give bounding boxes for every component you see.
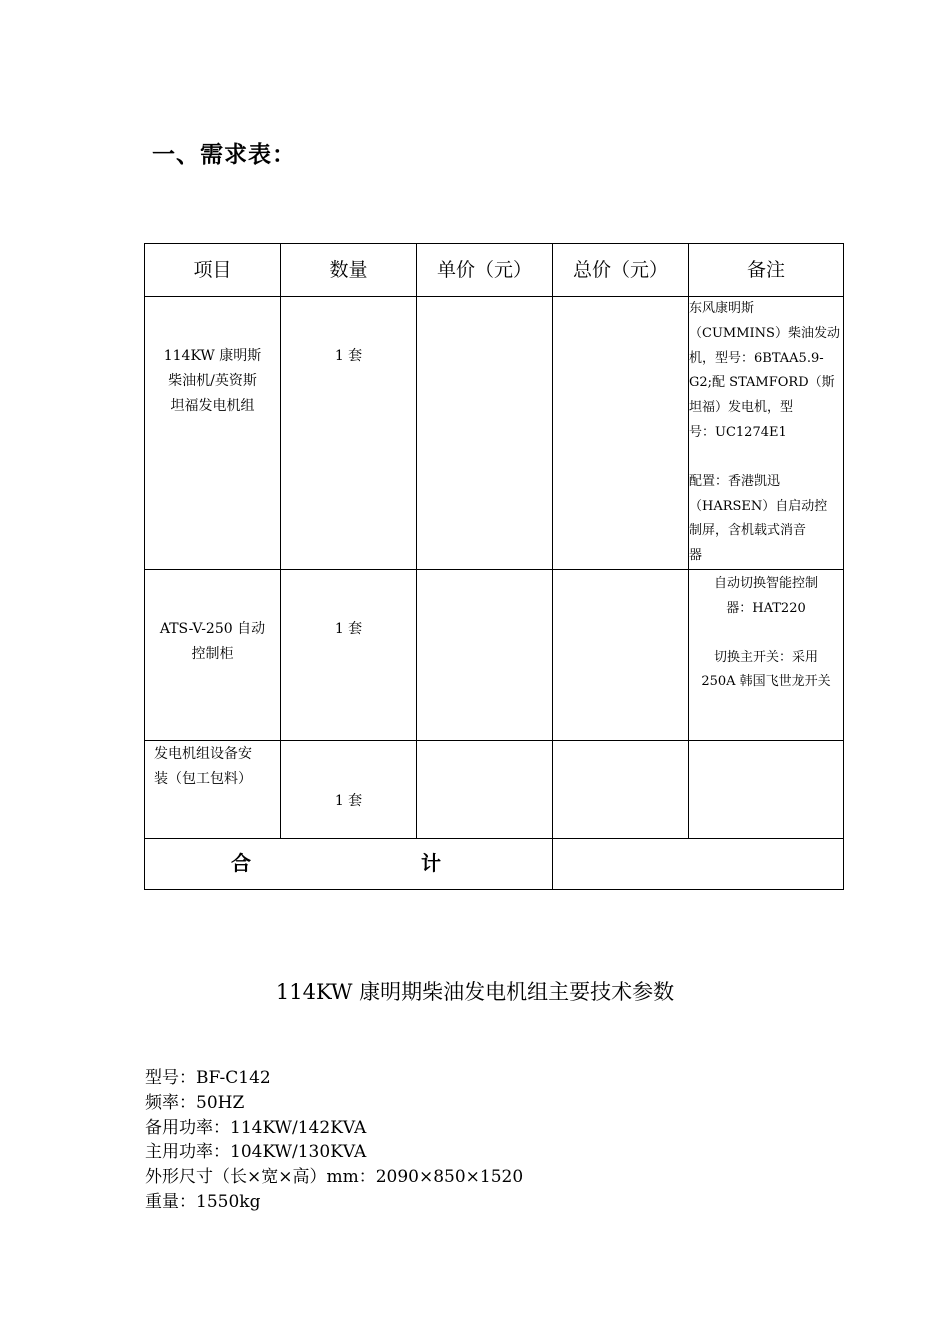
table-row	[145, 297, 844, 570]
note-line: 机，型号：6BTAA5.9-	[689, 350, 824, 366]
item-line: 柴油机/英资斯	[168, 373, 257, 389]
requirements-table	[144, 243, 844, 890]
remarks-cell	[689, 741, 844, 839]
qty-cell	[281, 570, 417, 741]
remarks-cell	[689, 570, 844, 741]
note-line: 东风康明斯	[689, 301, 755, 316]
table-row	[145, 741, 844, 839]
note-line: 自动切换智能控制	[713, 576, 818, 591]
table-row	[145, 570, 844, 741]
header-remarks: 备注	[689, 244, 844, 297]
spec-prime-power: 主用功率：104KW/130KVA	[145, 1142, 367, 1163]
table-header-row	[145, 244, 844, 297]
item-line: 坦福发电机组	[170, 398, 255, 414]
unit-price-cell	[417, 297, 553, 570]
note-line: G2;配 STAMFORD（斯	[689, 375, 835, 391]
header-quantity: 数量	[281, 244, 417, 297]
total-price-cell	[553, 741, 689, 839]
sum-label-left: 合	[231, 851, 251, 875]
qty-value: 1 套	[334, 348, 363, 364]
item-cell	[145, 741, 281, 839]
unit-price-cell	[417, 741, 553, 839]
spec-dimensions: 外形尺寸（长×宽×高）mm：2090×850×1520	[145, 1167, 524, 1188]
spec-standby-power: 备用功率：114KW/142KVA	[145, 1117, 367, 1138]
note-line: 250A 韩国飞世龙开关	[701, 674, 831, 690]
qty-value: 1 套	[334, 793, 363, 809]
item-line: 发电机组设备安	[154, 746, 252, 762]
spec-frequency: 频率：50HZ	[145, 1092, 245, 1113]
item-line: 装（包工包料）	[154, 771, 252, 787]
sum-label-cell	[145, 839, 553, 890]
unit-price-cell	[417, 570, 553, 741]
item-line: 114KW 康明斯	[163, 348, 262, 364]
total-price-cell	[553, 297, 689, 570]
spec-title: 114KW 康明期柴油发电机组主要技术参数	[275, 980, 675, 1004]
item-line: ATS-V-250 自动	[159, 621, 266, 637]
item-cell	[145, 570, 281, 741]
total-price-cell	[553, 570, 689, 741]
spec-model: 型号：BF-C142	[145, 1068, 271, 1088]
remarks-cell	[689, 297, 844, 570]
sum-value-cell	[553, 839, 844, 890]
item-line: 控制柜	[191, 646, 234, 662]
header-item: 项目	[145, 244, 281, 297]
note-line: 器：HAT220	[726, 600, 806, 616]
qty-cell	[281, 741, 417, 839]
note-line: 号：UC1274E1	[689, 424, 787, 440]
spec-weight: 重量：1550kg	[145, 1191, 261, 1212]
note-line: 制屏，含机载式消音	[689, 523, 807, 539]
note-line: 坦福）发电机，型	[689, 400, 794, 416]
header-unit-price: 单价（元）	[417, 244, 553, 297]
note-line: 器	[689, 548, 703, 564]
header-total-price: 总价（元）	[553, 244, 689, 297]
spec-list	[145, 1066, 523, 1215]
sum-row	[145, 839, 844, 890]
note-line: 切换主开关：采用	[713, 649, 818, 665]
note-line: （HARSEN）自启动控	[689, 498, 828, 514]
qty-value: 1 套	[334, 621, 363, 637]
qty-cell	[281, 297, 417, 570]
section-heading: 一、需求表：	[152, 142, 296, 168]
sum-label-right: 计	[421, 851, 441, 875]
item-cell	[145, 297, 281, 570]
note-line: 配置：香港凯迅	[689, 473, 781, 489]
note-line: （CUMMINS）柴油发动	[689, 325, 840, 341]
